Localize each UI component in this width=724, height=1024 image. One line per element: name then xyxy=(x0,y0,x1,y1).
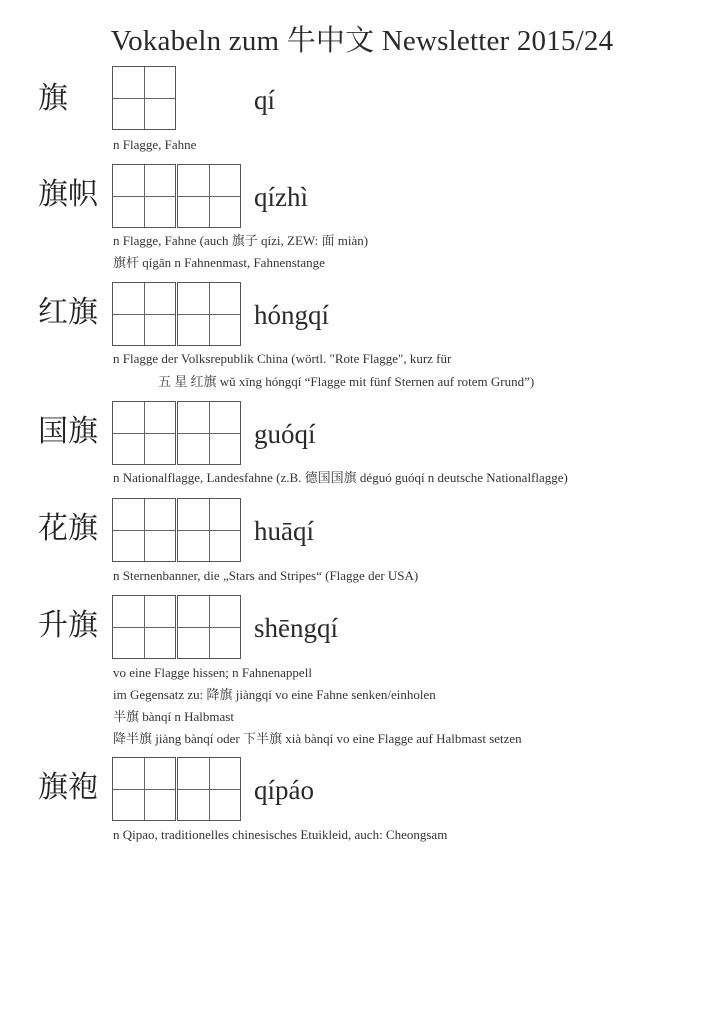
entry-pinyin: guóqí xyxy=(254,419,316,449)
entry-definition: n Nationalflagge, Landesfahne (z.B. 德国国旗 déguó guóqí n deutsche Nationalflagge) xyxy=(113,470,568,485)
writing-cell xyxy=(112,757,176,821)
entry-definition: 五 星 红旗 wǔ xīng hóngqí “Flagge mit fünf Sternen auf rotem Grund”) xyxy=(158,374,535,389)
entry-hanzi: 红旗 xyxy=(38,295,98,330)
entry-pinyin: qí xyxy=(254,85,276,115)
writing-grid xyxy=(112,164,241,228)
writing-cell xyxy=(112,164,176,228)
entry-hanzi: 旗 xyxy=(38,81,68,116)
entry-pinyin: shēngqí xyxy=(254,613,338,643)
writing-cell xyxy=(112,401,176,465)
writing-cell xyxy=(112,595,176,659)
entry-definition: n Flagge, Fahne xyxy=(113,137,197,152)
entry-definition: n Flagge der Volksrepublik China (wörtl. "Rote Flagge", kurz für xyxy=(113,351,452,366)
writing-grid xyxy=(112,401,241,465)
writing-grid xyxy=(112,498,241,562)
entry-pinyin: huāqí xyxy=(254,516,314,546)
writing-cell xyxy=(112,282,176,346)
entry-definition: im Gegensatz zu: 降旗 jiàngqí vo eine Fahne senken/einholen xyxy=(113,687,436,702)
writing-cell xyxy=(177,282,241,346)
entry-hanzi: 旗帜 xyxy=(38,177,98,212)
entry-definition: n Qipao, traditionelles chinesisches Etuikleid, auch: Cheongsam xyxy=(113,827,448,842)
writing-cell xyxy=(177,164,241,228)
entry-pinyin: qípáo xyxy=(254,775,314,805)
entry-definition: 旗杆 qígān n Fahnenmast, Fahnenstange xyxy=(113,255,325,270)
writing-grid xyxy=(112,66,176,130)
writing-cell xyxy=(112,498,176,562)
entry-hanzi: 花旗 xyxy=(38,511,98,546)
entry-definition: n Sternenbanner, die „Stars and Stripes“ (Flagge der USA) xyxy=(113,568,419,583)
entry-hanzi: 升旗 xyxy=(38,608,98,643)
entry-definition: 半旗 bànqí n Halbmast xyxy=(113,709,234,724)
page-title: Vokabeln zum 牛中文 Newsletter 2015/24 xyxy=(110,25,614,57)
writing-grid xyxy=(112,757,241,821)
entry-pinyin: hóngqí xyxy=(254,300,330,330)
writing-cell xyxy=(177,401,241,465)
writing-cell xyxy=(177,595,241,659)
entry-pinyin: qízhì xyxy=(254,182,308,212)
writing-grid xyxy=(112,595,241,659)
entry-definition: n Flagge, Fahne (auch 旗子 qízi, ZEW: 面 miàn) xyxy=(113,233,369,248)
entry-hanzi: 旗袍 xyxy=(38,770,98,805)
writing-cell xyxy=(177,757,241,821)
entry-definition: 降半旗 jiàng bànqí oder 下半旗 xià bànqí vo eine Flagge auf Halbmast setzen xyxy=(113,731,522,746)
writing-cell xyxy=(177,498,241,562)
entry-definition: vo eine Flagge hissen; n Fahnenappell xyxy=(113,665,312,680)
writing-cell xyxy=(112,66,176,130)
entry-hanzi: 国旗 xyxy=(38,414,98,449)
writing-grid xyxy=(112,282,241,346)
